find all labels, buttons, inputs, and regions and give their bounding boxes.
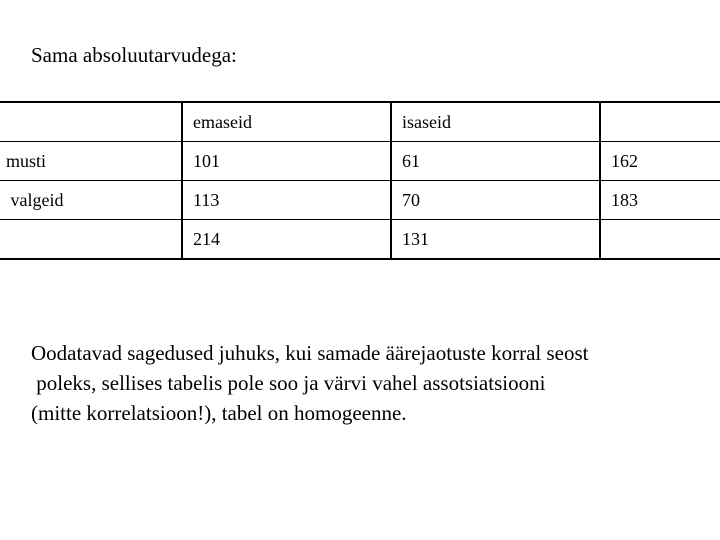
- row-label: valgeid: [0, 181, 182, 220]
- slide-title: Sama absoluutarvudega:: [31, 43, 237, 67]
- table-cell: 162: [600, 142, 720, 181]
- table-row: [0, 142, 720, 181]
- header-cell: emaseid: [182, 102, 391, 142]
- table-cell: 131: [391, 220, 600, 260]
- contingency-table: [0, 101, 720, 260]
- table-cell: 70: [391, 181, 600, 220]
- table-cell: 214: [182, 220, 391, 260]
- table-cell: [600, 220, 720, 260]
- row-label: musti: [0, 142, 182, 181]
- table-cell: 61: [391, 142, 600, 181]
- paragraph-line: Oodatavad sagedused juhuks, kui samade äärejaotuste korral seost: [31, 341, 589, 365]
- explanation-paragraph: [31, 338, 589, 428]
- table-cell: 113: [182, 181, 391, 220]
- table-row: [0, 181, 720, 220]
- paragraph-line: (mitte korrelatsioon!), tabel on homogeenne.: [31, 401, 407, 425]
- table-cell: 183: [600, 181, 720, 220]
- header-cell: isaseid: [391, 102, 600, 142]
- row-label: [0, 220, 182, 260]
- table-cell: 101: [182, 142, 391, 181]
- table-row: [0, 220, 720, 260]
- header-cell: [600, 102, 720, 142]
- table-header-row: [0, 102, 720, 142]
- paragraph-line: poleks, sellises tabelis pole soo ja värvi vahel assotsiatsiooni: [31, 371, 546, 395]
- header-cell: [0, 102, 182, 142]
